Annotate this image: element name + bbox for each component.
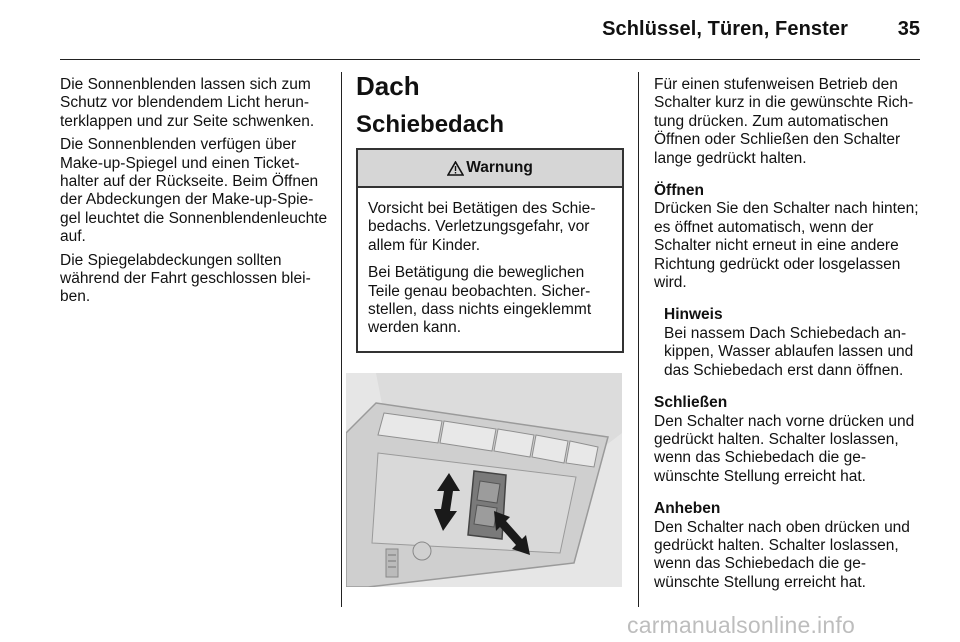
- warning-body: [358, 188, 622, 351]
- paragraph: Die Sonnenblenden lassen sich zum Schutz vor blendendem Licht herunterklappen und zur Seite schwenken.: [60, 76, 315, 130]
- section-heading-dach: Dach: [356, 71, 420, 101]
- close-text: Den Schalter nach vorne drücken und gedrückt halten. Schalter loslassen, wenn das Schiebedach die gewünschte Stellung erreicht hat.: [654, 412, 915, 485]
- column-right: [654, 76, 924, 606]
- note-block: [654, 306, 924, 380]
- paragraph: Die Spiegelabdeckungen sollten während der Fahrt geschlossen bleiben.: [60, 251, 311, 306]
- warning-paragraph: Vorsicht bei Betätigen des Schiebedachs. Verletzungsgefahr, vor allem für Kinder.: [368, 200, 596, 254]
- warning-box: [356, 148, 624, 353]
- page-number: 35: [897, 18, 920, 40]
- subheading-schiebedach: Schiebedach: [356, 111, 505, 138]
- warning-triangle-icon: [447, 161, 464, 176]
- header-rule: [60, 59, 920, 60]
- paragraph: Die Sonnenblenden verfügen über Make-up-Spiegel und einen Tickethalter auf der Rückseite. Beim Öffnen der Abdeckungen der Make-up-Spiegel leuchtet die Sonnenblendenleuchte auf.: [60, 136, 328, 246]
- warning-title: Warnung: [466, 158, 533, 176]
- column-divider-left: [341, 72, 342, 607]
- column-left: [60, 76, 328, 312]
- header-title: Schlüssel, Türen, Fenster: [602, 18, 848, 40]
- column-middle: [356, 70, 624, 405]
- close-title: Schließen: [654, 394, 728, 412]
- sunroof-switch-photo: [346, 373, 622, 587]
- warning-paragraph: Bei Betätigung die beweglichen Teile genau beobachten. Sicherstellen, dass nichts eingeklemmt werden kann.: [368, 264, 592, 337]
- note-text: Bei nassem Dach Schiebedach ankippen, Wasser ablaufen lassen und das Schiebedach erst dann öffnen.: [664, 324, 914, 379]
- open-title: Öffnen: [654, 182, 704, 200]
- note-title: Hinweis: [664, 306, 723, 324]
- open-text: Drücken Sie den Schalter nach hinten; es öffnet automatisch, wenn der Schalter nicht erneut in eine andere Richtung gedrückt oder losgelassen wird.: [654, 200, 919, 292]
- watermark-text: carmanualsonline.info: [627, 612, 855, 638]
- intro-paragraph: Für einen stufenweisen Betrieb den Schalter kurz in die gewünschte Richtung drücken. Zum automatischen Öffnen oder Schließen den Schalter lange gedrückt halten.: [654, 76, 914, 167]
- lift-title: Anheben: [654, 500, 721, 518]
- column-divider-right: [638, 72, 639, 607]
- warning-header: [358, 150, 622, 188]
- sunroof-switch-illustration: [346, 373, 622, 587]
- lift-text: Den Schalter nach oben drücken und gedrückt halten. Schalter loslassen, wenn das Schiebedach die gewünschte Stellung erreicht hat.: [654, 518, 910, 591]
